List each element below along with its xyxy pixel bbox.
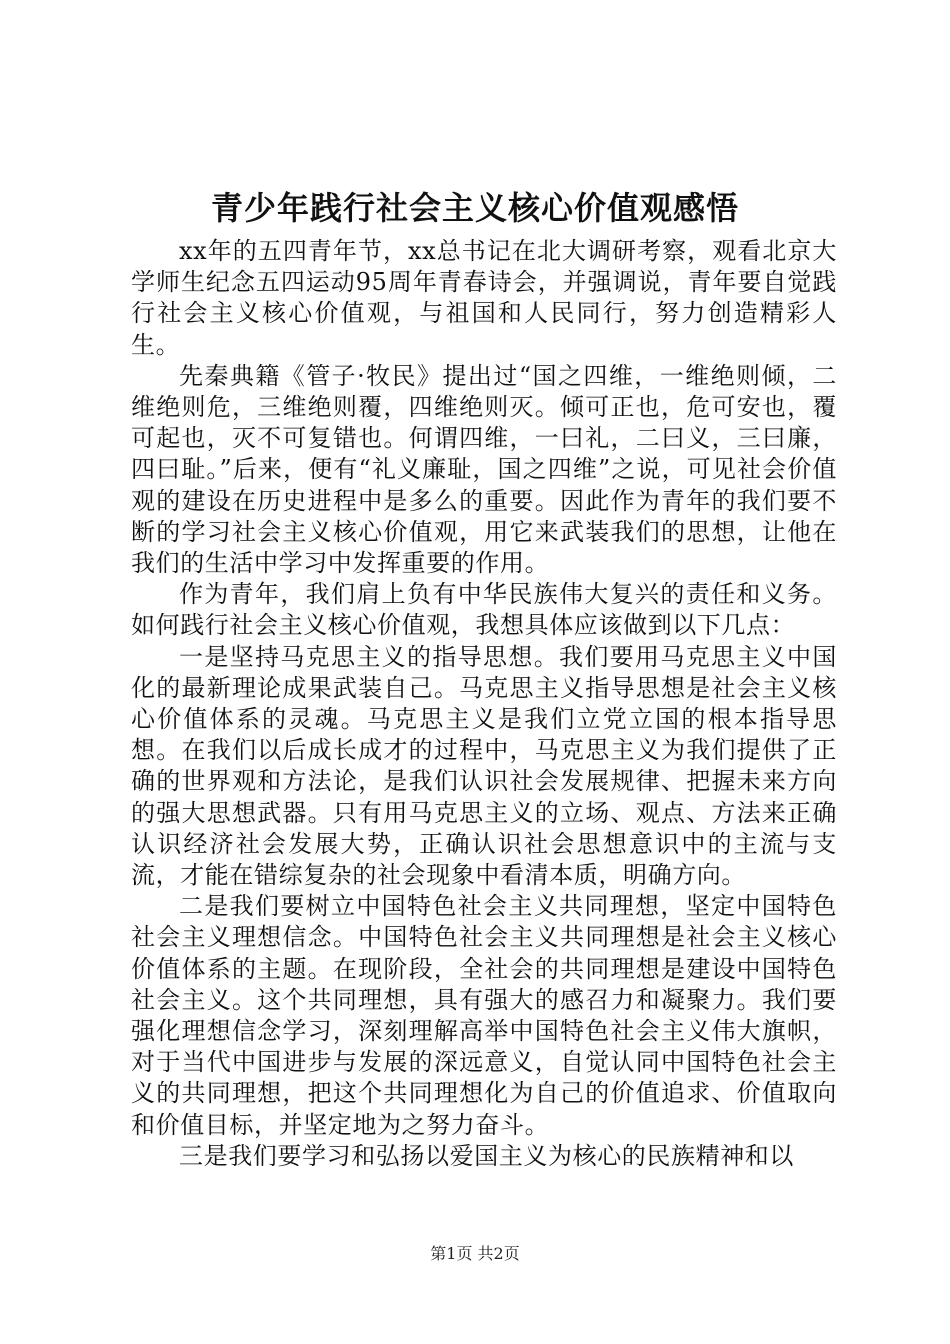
paragraph: xx年的五四青年节，xx总书记在北大调研考察，观看北京大学师生纪念五四运动95周年青春诗会，并强调说，青年要自觉践行社会主义核心价值观，与祖国和人民同行，努力创造精彩人生。 xyxy=(131,237,837,359)
document-title: 青少年践行社会主义核心价值观感悟 xyxy=(210,189,739,227)
paragraph: 二是我们要树立中国特色社会主义共同理想，坚定中国特色社会主义理想信念。中国特色社会主义共同理想是社会主义核心价值体系的主题。在现阶段，全社会的共同理想是建设中国特色社会主义。这个共同理想，具有强大的感召力和凝聚力。我们要强化理想信念学习，深刻理解高举中国特色社会主义伟大旗帜，对于当代中国进步与发展的深远意义，自觉认同中国特色社会主义的共同理想，把这个共同理想化为自己的价值追求、价值取向和价值目标，并坚定地为之努力奋斗。 xyxy=(131,892,837,1139)
paragraph: 三是我们要学习和弘扬以爱国主义为核心的民族精神和以 xyxy=(179,1141,794,1170)
paragraph: 先秦典籍《管子·牧民》提出过“国之四维，一维绝则倾，二维绝则危，三维绝则覆，四维绝则灭。倾可正也，危可安也，覆可起也，灭不可复错也。何谓四维，一曰礼，二曰义，三曰廉，四曰耻。”后来，便有“礼义廉耻，国之四维”之说，可见社会价值观的建设在历史进程中是多么的重要。因此作为青年的我们要不断的学习社会主义核心价值观，用它来武装我们的思想，让他在我们的生活中学习中发挥重要的作用。 xyxy=(131,361,837,578)
page-number-footer: 第1页 共2页 xyxy=(430,1244,520,1263)
document-body xyxy=(131,236,837,1172)
paragraph: 一是坚持马克思主义的指导思想。我们要用马克思主义中国化的最新理论成果武装自己。马克思主义指导思想是社会主义核心价值体系的灵魂。马克思主义是我们立党立国的根本指导思想。在我们以后成长成才的过程中，马克思主义为我们提供了正确的世界观和方法论，是我们认识社会发展规律、把握未来方向的强大思想武器。只有用马克思主义的立场、观点、方法来正确认识经济社会发展大势，正确认识社会思想意识中的主流与支流，才能在错综复杂的社会现象中看清本质，明确方向。 xyxy=(131,642,837,890)
paragraph: 作为青年，我们肩上负有中华民族伟大复兴的责任和义务。如何践行社会主义核心价值观，我想具体应该做到以下几点： xyxy=(131,580,837,640)
